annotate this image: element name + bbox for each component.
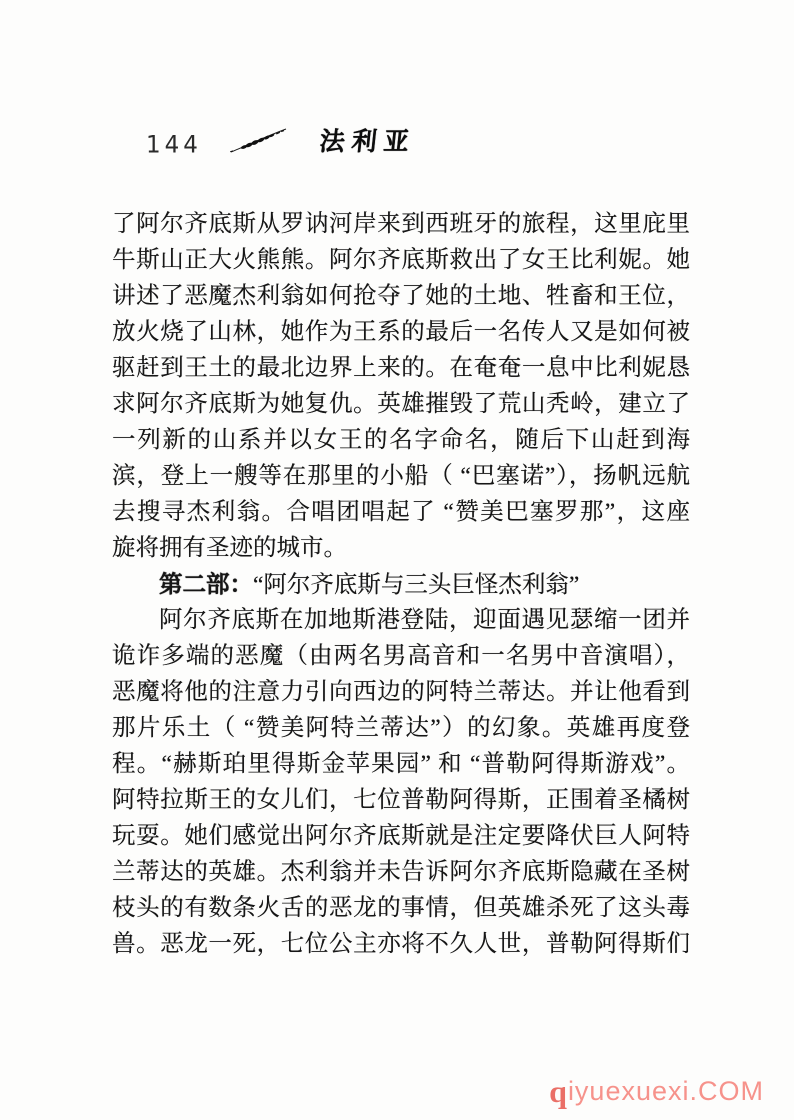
- text-line: 阿特拉斯王的女儿们，七位普勒阿得斯，正围着圣橘树: [112, 787, 690, 813]
- section-heading-label: 第二部：: [159, 571, 253, 597]
- text-line: 那片乐土（ “赞美阿特兰蒂达”）的幻象。英雄再度登: [112, 715, 690, 741]
- text-line: 驱赶到王土的最北边界上来的。在奄奄一息中比利妮恳: [112, 355, 690, 381]
- text-line: 兽。恶龙一死，七位公主亦将不久人世，普勒阿得斯们: [112, 931, 690, 957]
- text-line: 枝头的有数条火舌的恶龙的事情，但英雄杀死了这头毒: [112, 895, 690, 921]
- section-heading-title: “阿尔齐底斯与三头巨怪杰利翁”: [253, 572, 580, 598]
- page-number: 144: [146, 131, 202, 159]
- page-header: [146, 122, 416, 158]
- body-text: [112, 206, 690, 962]
- text-line: 诡诈多端的恶魔（由两名男高音和一名男中音演唱），: [112, 643, 690, 669]
- watermark-tld: .COM: [689, 1076, 764, 1106]
- text-line: 阿尔齐底斯在加地斯港登陆，迎面遇见瑟缩一团并: [159, 607, 690, 633]
- text-line: 去搜寻杰利翁。合唱团唱起了 “赞美巴塞罗那”，这座: [112, 499, 690, 525]
- text-line: 恶魔将他的注意力引向西边的阿特兰蒂达。并让他看到: [112, 679, 690, 705]
- text-line: 玩耍。她们感觉出阿尔齐底斯就是注定要降伏巨人阿特: [112, 823, 690, 849]
- section-heading: [112, 566, 690, 602]
- running-title: 法利亚: [318, 128, 418, 157]
- feather-flourish-icon: [228, 126, 294, 156]
- text-line: 旋将拥有圣迹的城市。: [112, 535, 347, 561]
- text-line: 一列新的山系并以女王的名字命名，随后下山赶到海: [112, 427, 690, 453]
- text-line: 程。“赫斯珀里得斯金苹果园” 和 “普勒阿得斯游戏”。: [112, 751, 690, 777]
- watermark-q: q: [549, 1073, 568, 1109]
- text-line: 了阿尔齐底斯从罗讷河岸来到西班牙的旅程，这里庇里: [112, 211, 690, 237]
- text-line: 兰蒂达的英雄。杰利翁并未告诉阿尔齐底斯隐藏在圣树: [112, 859, 690, 885]
- watermark: [549, 1075, 764, 1107]
- text-line: 牛斯山正大火熊熊。阿尔齐底斯救出了女王比利妮。她: [112, 247, 690, 273]
- text-line: 求阿尔齐底斯为她复仇。英雄摧毁了荒山秃岭，建立了: [112, 391, 690, 417]
- text-line: 讲述了恶魔杰利翁如何抢夺了她的土地、牲畜和王位，: [112, 283, 690, 309]
- text-line: 放火烧了山林，她作为王系的最后一名传人又是如何被: [112, 319, 690, 345]
- text-line: 滨，登上一艘等在那里的小船（ “巴塞诺”），扬帆远航: [112, 463, 690, 489]
- watermark-name: iyuexuexi: [567, 1076, 690, 1106]
